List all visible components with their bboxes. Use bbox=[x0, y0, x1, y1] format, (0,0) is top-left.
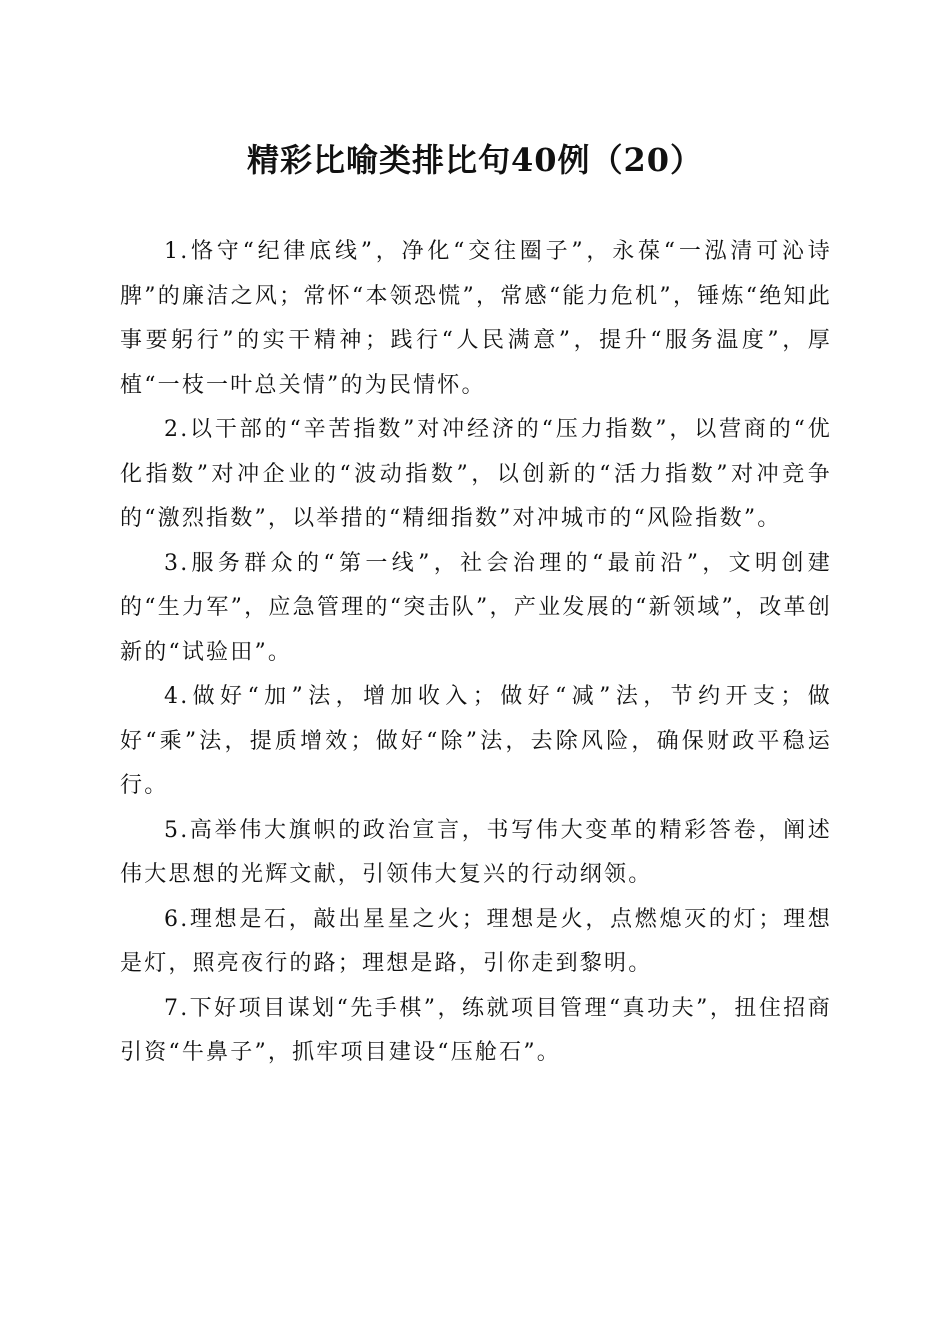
paragraph-5: 5.高举伟大旗帜的政治宣言，书写伟大变革的精彩答卷，阐述伟大思想的光辉文献，引领伟大复兴的行动纲领。 bbox=[120, 817, 832, 887]
paragraph-2: 2.以干部的“辛苦指数”对冲经济的“压力指数”，以营商的“优化指数”对冲企业的“波动指数”，以创新的“活力指数”对冲竞争的“激烈指数”，以举措的“精细指数”对冲城市的“风险指数”。 bbox=[120, 417, 832, 531]
paragraph-4: 4.做好“加”法，增加收入；做好“减”法，节约开支；做好“乘”法，提质增效；做好“除”法，去除风险，确保财政平稳运行。 bbox=[120, 684, 832, 798]
paragraph-3: 3.服务群众的“第一线”，社会治理的“最前沿”，文明创建的“生力军”，应急管理的“突击队”，产业发展的“新领域”，改革创新的“试验田”。 bbox=[120, 550, 832, 665]
document-body bbox=[120, 230, 832, 1076]
paragraph-6: 6.理想是石，敲出星星之火；理想是火，点燃熄灭的灯；理想是灯，照亮夜行的路；理想是路，引你走到黎明。 bbox=[120, 906, 832, 976]
document-title: 精彩比喻类排比句40例（20） bbox=[246, 141, 704, 179]
paragraph-1: 1.恪守“纪律底线”，净化“交往圈子”，永葆“一泓清可沁诗脾”的廉洁之风；常怀“本领恐慌”，常感“能力危机”，锤炼“绝知此事要躬行”的实干精神；践行“人民满意”，提升“服务温度”，厚植“一枝一叶总关情”的为民情怀。 bbox=[120, 239, 832, 398]
paragraph-7: 7.下好项目谋划“先手棋”，练就项目管理“真功夫”，扭住招商引资“牛鼻子”，抓牢项目建设“压舱石”。 bbox=[120, 995, 832, 1065]
